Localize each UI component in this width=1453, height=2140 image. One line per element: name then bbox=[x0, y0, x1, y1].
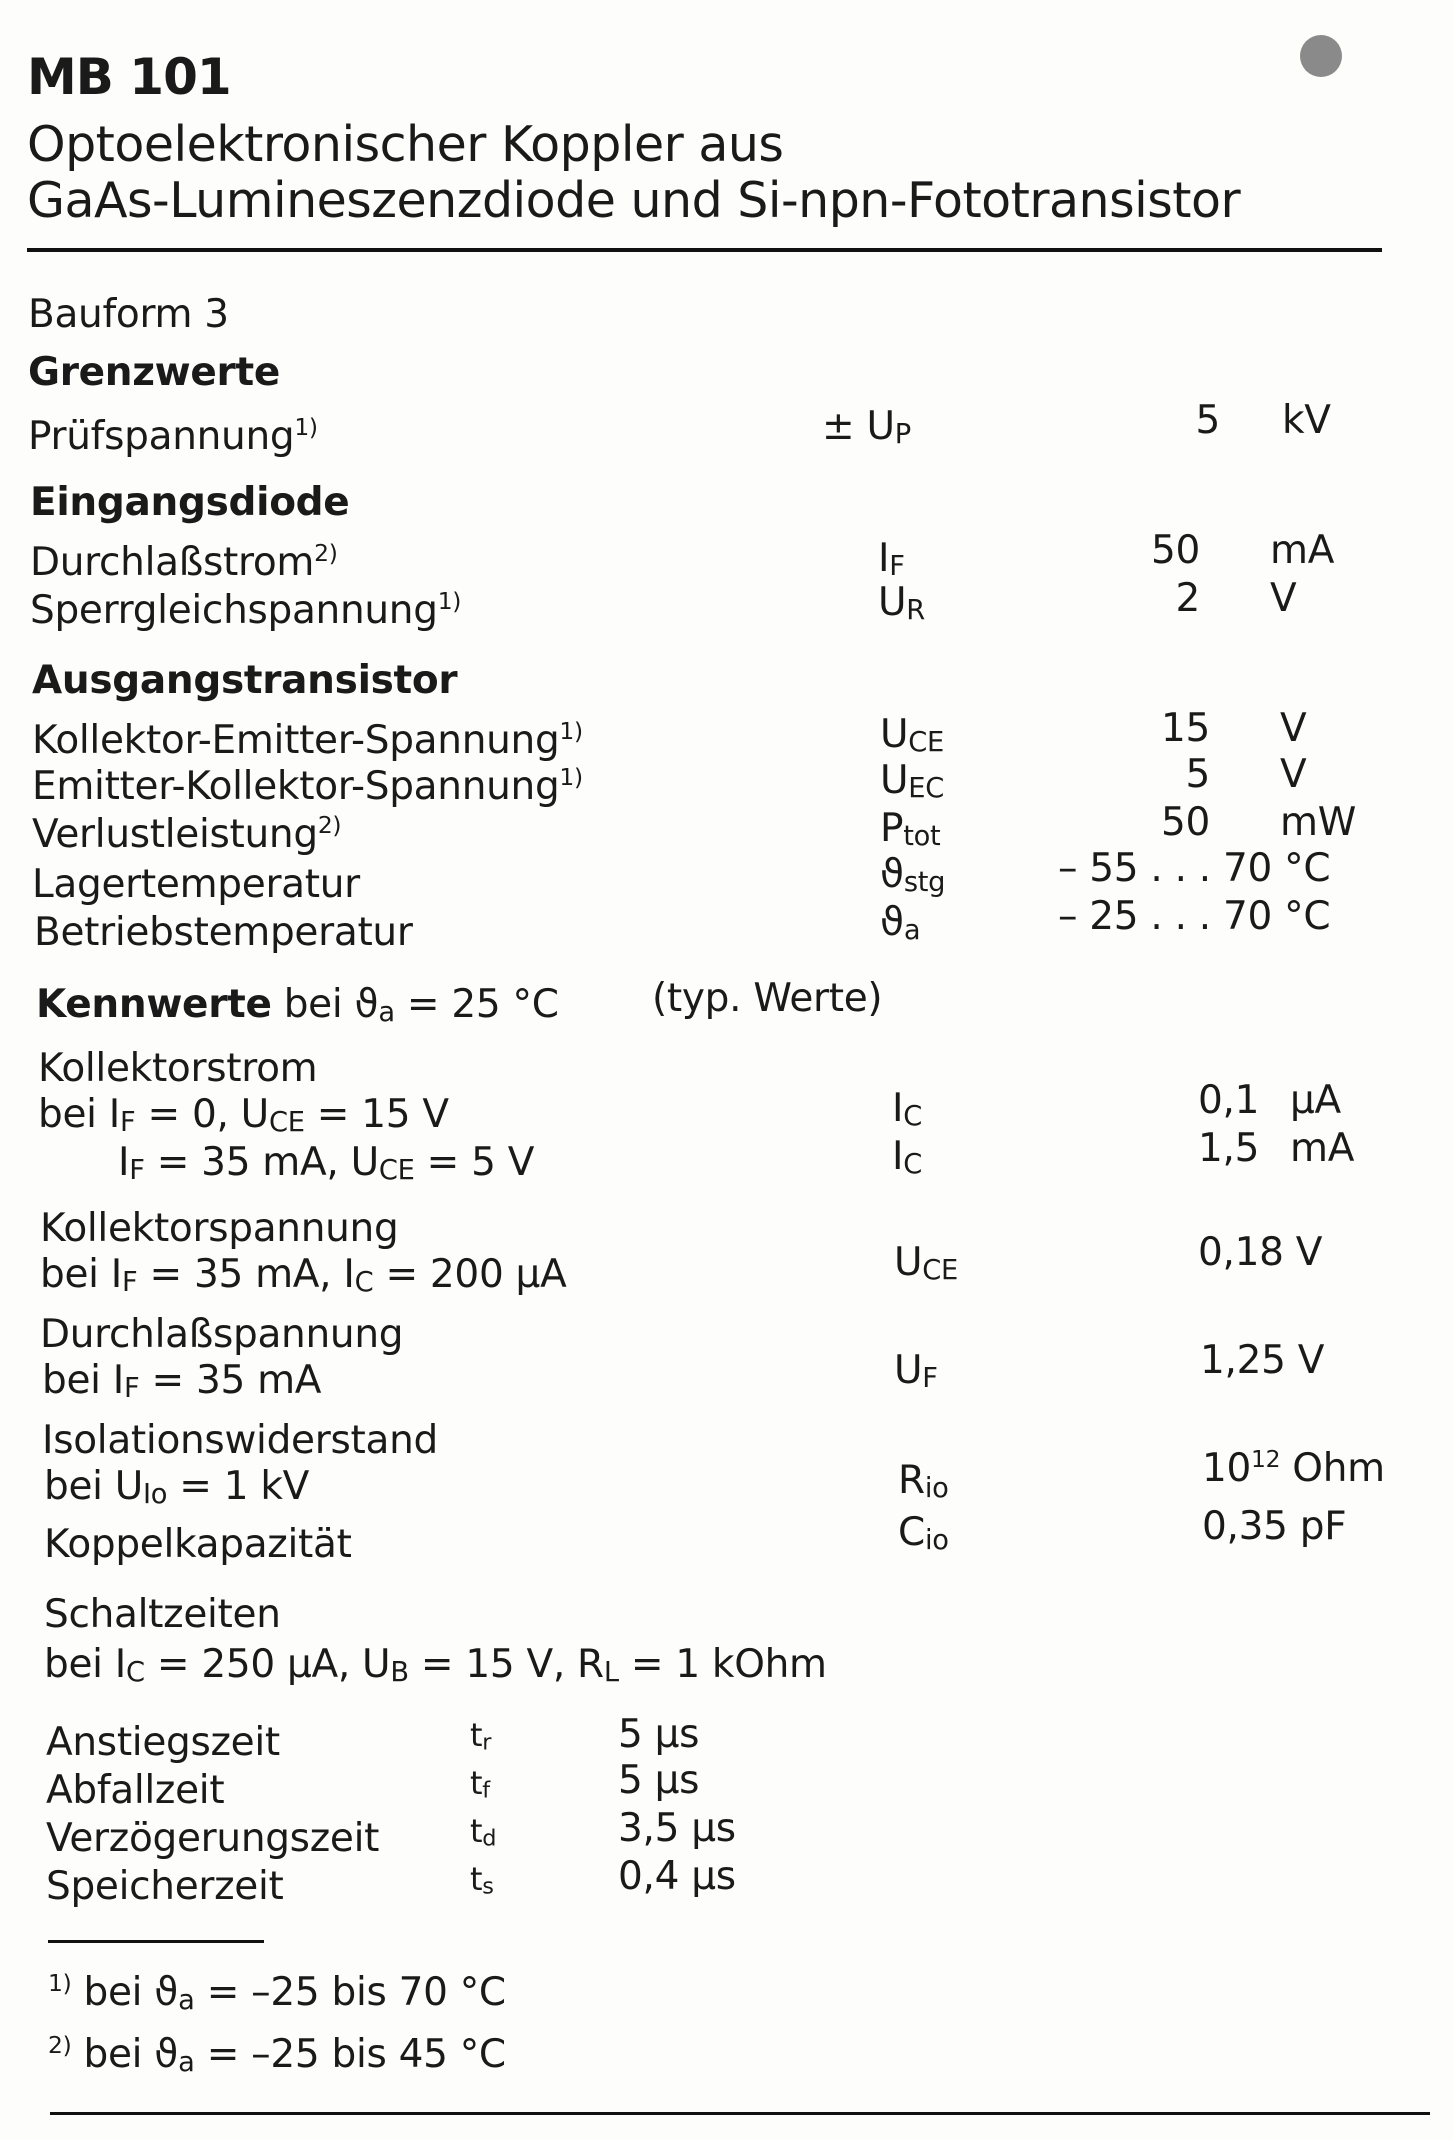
isolationswiderstand-symbol: $R_{io}$ bbox=[898, 1458, 949, 1505]
koppelkapazitaet-symbol: $C_{io}$ bbox=[898, 1510, 949, 1557]
sperrgleichspannung-label: Sperrgleichspannung$^{1)}$ bbox=[30, 586, 462, 633]
abfallzeit-label: Abfallzeit bbox=[46, 1768, 225, 1813]
kollektorstrom-cond-2: $I_F = 35$ mA, $U_{CE} = 5$ V bbox=[118, 1140, 535, 1187]
kollektorstrom-symbol-1: $I_C$ bbox=[892, 1086, 922, 1133]
anstiegszeit-value: 5 μs bbox=[618, 1712, 700, 1757]
footnote-rule bbox=[48, 1940, 264, 1943]
grenzwerte-heading: Grenzwerte bbox=[28, 350, 280, 395]
lagertemperatur-label: Lagertemperatur bbox=[32, 862, 360, 907]
verlustleistung-unit: mW bbox=[1280, 800, 1356, 845]
emitter-kollektor-label: Emitter-Kollektor-Spannung$^{1)}$ bbox=[32, 762, 583, 809]
header-rule bbox=[27, 248, 1382, 252]
kollektorstrom-symbol-2: $I_C$ bbox=[892, 1134, 922, 1181]
schaltzeiten-cond: bei $I_C = 250$ μA, $U_B = 15$ V, $R_L = 1$ kOhm bbox=[44, 1642, 827, 1689]
schaltzeiten-label: Schaltzeiten bbox=[44, 1592, 281, 1637]
betriebstemperatur-label: Betriebstemperatur bbox=[34, 910, 413, 955]
koppelkapazitaet-value: 0,35 pF bbox=[1202, 1504, 1347, 1549]
bauform-label: Bauform 3 bbox=[28, 292, 229, 337]
sperrgleichspannung-symbol: $U_R$ bbox=[878, 580, 925, 627]
kollektor-emitter-label: Kollektor-Emitter-Spannung$^{1)}$ bbox=[32, 716, 583, 763]
kollektor-emitter-unit: V bbox=[1280, 706, 1307, 751]
ausgangstransistor-heading: Ausgangstransistor bbox=[32, 658, 458, 703]
durchlassstrom-label: Durchlaßstrom$^{2)}$ bbox=[30, 538, 338, 585]
verlustleistung-value: 50 bbox=[1160, 800, 1210, 845]
speicherzeit-value: 0,4 μs bbox=[618, 1854, 736, 1899]
lagertemperatur-symbol: $ϑ_{stg}$ bbox=[880, 852, 946, 899]
punch-hole-dot bbox=[1300, 35, 1342, 77]
kollektorstrom-unit-1: μA bbox=[1290, 1078, 1341, 1123]
anstiegszeit-symbol: $t_r$ bbox=[470, 1716, 492, 1756]
betriebstemperatur-value: – 25 . . . 70 °C bbox=[1058, 894, 1331, 939]
kollektorstrom-cond-1: bei $I_F = 0$, $U_{CE} = 15$ V bbox=[38, 1092, 449, 1139]
anstiegszeit-label: Anstiegszeit bbox=[46, 1720, 280, 1765]
sperrgleichspannung-value: 2 bbox=[1175, 576, 1200, 621]
lagertemperatur-value: – 55 . . . 70 °C bbox=[1058, 846, 1331, 891]
kollektor-emitter-symbol: $U_{CE}$ bbox=[880, 712, 944, 759]
emitter-kollektor-symbol: $U_{EC}$ bbox=[880, 758, 944, 805]
koppelkapazitaet-label: Koppelkapazität bbox=[44, 1522, 352, 1567]
durchlassstrom-value: 50 bbox=[1150, 528, 1200, 573]
kollektorspannung-symbol: $U_{CE}$ bbox=[894, 1240, 958, 1287]
kollektorstrom-value-2: 1,5 bbox=[1198, 1126, 1260, 1171]
verlustleistung-symbol: $P_{tot}$ bbox=[880, 806, 941, 853]
pruefspannung-symbol: ± $U_P$ bbox=[822, 404, 911, 451]
footnote-1: $^{1)}$ bei $ϑ_a = -25$ bis 70 °C bbox=[48, 1968, 506, 2017]
isolationswiderstand-label: Isolationswiderstand bbox=[42, 1418, 438, 1463]
pruefspannung-unit: kV bbox=[1282, 398, 1331, 443]
emitter-kollektor-value: 5 bbox=[1185, 752, 1210, 797]
abfallzeit-value: 5 μs bbox=[618, 1758, 700, 1803]
verzoegerungszeit-symbol: $t_d$ bbox=[470, 1812, 497, 1852]
speicherzeit-label: Speicherzeit bbox=[46, 1864, 284, 1909]
footnote-2: $^{2)}$ bei $ϑ_a = -25$ bis 45 °C bbox=[48, 2030, 506, 2079]
subtitle-line-1: Optoelektronischer Koppler aus bbox=[27, 116, 784, 173]
eingangsdiode-heading: Eingangsdiode bbox=[30, 480, 350, 525]
kollektor-emitter-value: 15 bbox=[1160, 706, 1210, 751]
kollektorstrom-value-1: 0,1 bbox=[1198, 1078, 1260, 1123]
model-title: MB 101 bbox=[27, 48, 231, 106]
durchlassspannung-symbol: $U_F$ bbox=[894, 1348, 938, 1395]
bottom-rule bbox=[50, 2112, 1430, 2115]
pruefspannung-value: 5 bbox=[1195, 398, 1220, 443]
durchlassstrom-symbol: $I_F$ bbox=[878, 536, 905, 583]
durchlassspannung-value: 1,25 V bbox=[1200, 1338, 1325, 1383]
verzoegerungszeit-label: Verzögerungszeit bbox=[46, 1816, 380, 1861]
sperrgleichspannung-unit: V bbox=[1270, 576, 1297, 621]
durchlassspannung-label: Durchlaßspannung bbox=[40, 1312, 404, 1357]
kollektorstrom-label: Kollektorstrom bbox=[38, 1046, 318, 1091]
durchlassspannung-cond: bei $I_F = 35$ mA bbox=[42, 1358, 322, 1405]
isolationswiderstand-value: $10^{12}$ Ohm bbox=[1202, 1444, 1385, 1491]
kollektorspannung-label: Kollektorspannung bbox=[40, 1206, 399, 1251]
kollektorspannung-cond: bei $I_F = 35$ mA, $I_C = 200$ μA bbox=[40, 1252, 567, 1299]
durchlassstrom-unit: mA bbox=[1270, 528, 1335, 573]
speicherzeit-symbol: $t_s$ bbox=[470, 1860, 494, 1900]
kennwerte-typ-note: (typ. Werte) bbox=[652, 976, 883, 1021]
isolationswiderstand-cond: bei $U_{Io} = 1$ kV bbox=[44, 1464, 310, 1511]
abfallzeit-symbol: $t_f$ bbox=[470, 1764, 490, 1804]
kollektorspannung-value: 0,18 V bbox=[1198, 1230, 1323, 1275]
verzoegerungszeit-value: 3,5 μs bbox=[618, 1806, 736, 1851]
betriebstemperatur-symbol: $ϑ_a$ bbox=[880, 900, 921, 947]
verlustleistung-label: Verlustleistung$^{2)}$ bbox=[32, 810, 342, 857]
pruefspannung-label: Prüfspannung$^{1)}$ bbox=[28, 412, 318, 459]
kennwerte-heading: Kennwerte bei $ϑ_a = 25$ °C bbox=[36, 982, 559, 1029]
emitter-kollektor-unit: V bbox=[1280, 752, 1307, 797]
kollektorstrom-unit-2: mA bbox=[1290, 1126, 1355, 1171]
subtitle-line-2: GaAs-Lumineszenzdiode und Si-npn-Fototransistor bbox=[27, 172, 1241, 229]
